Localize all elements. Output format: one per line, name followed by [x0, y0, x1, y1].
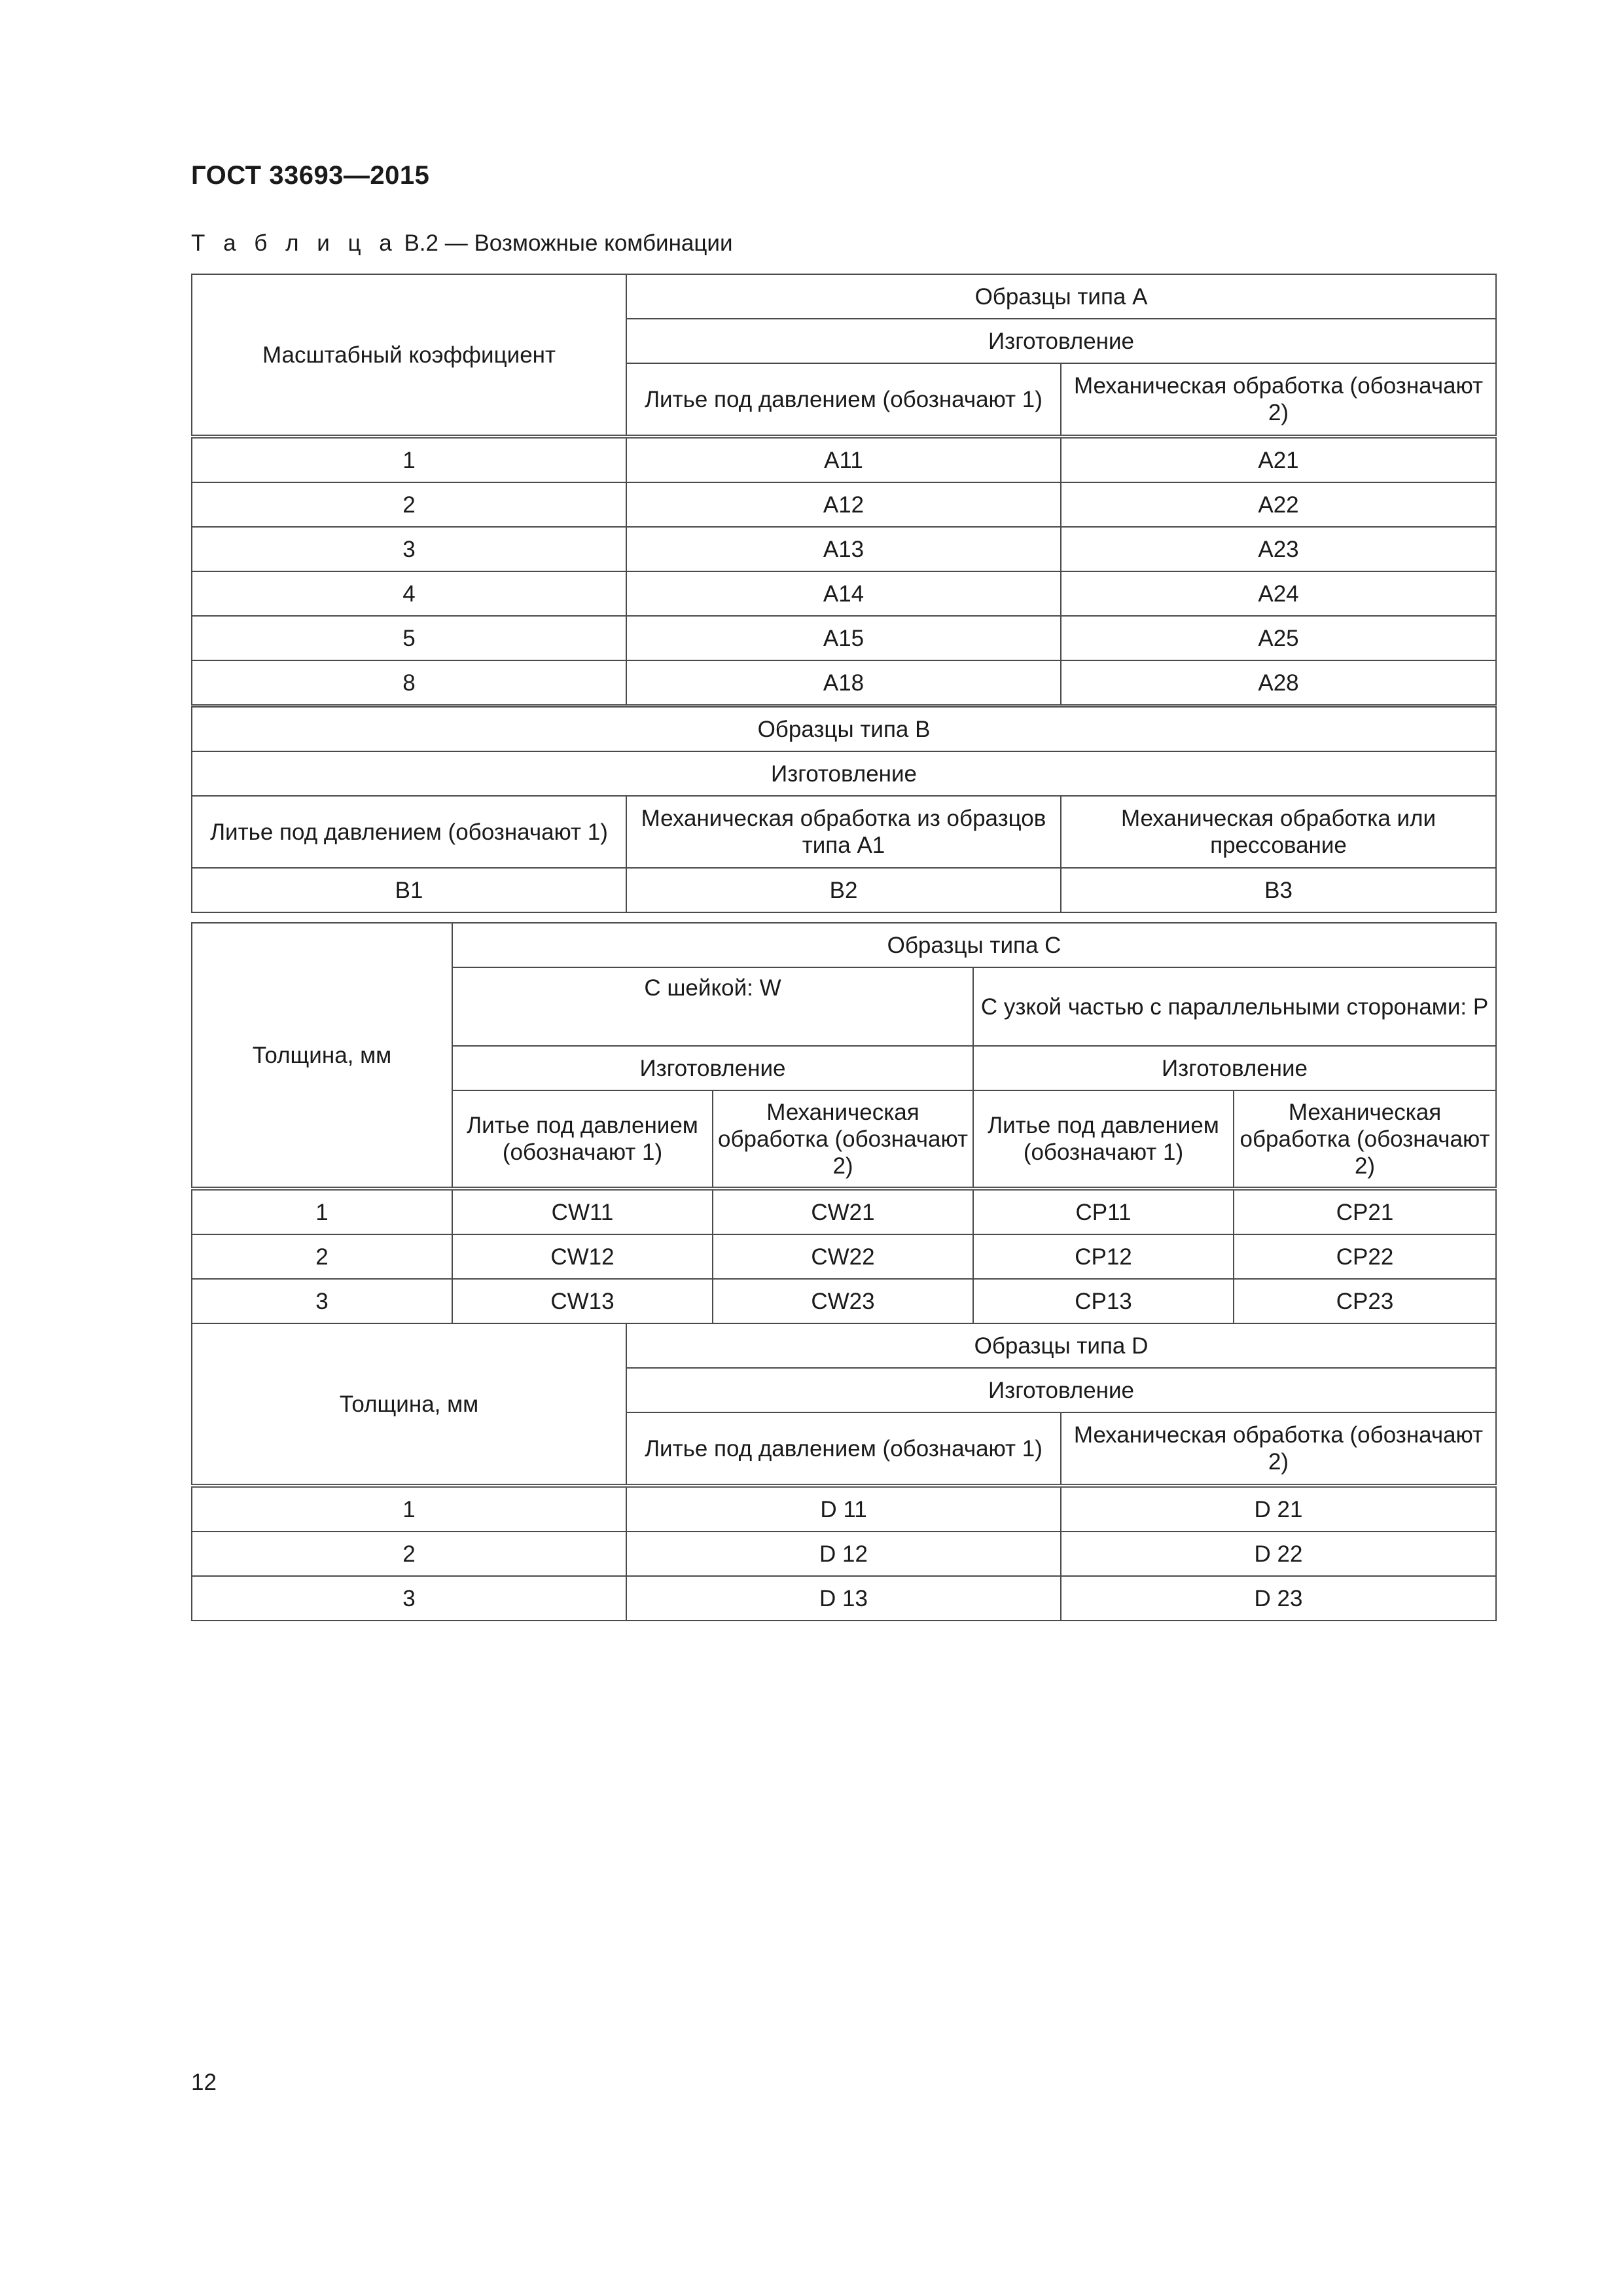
- table-cell: A12: [626, 482, 1061, 527]
- table-row: [192, 1486, 1496, 1532]
- table-cell: 1: [192, 437, 626, 482]
- table-cell: B1: [192, 868, 626, 912]
- table-caption-prefix: Т а б л и ц а: [191, 230, 398, 256]
- table-c-parallel-header: С узкой частью с параллельными сторонами: P: [973, 967, 1496, 1046]
- document-title: ГОСТ 33693—2015: [191, 161, 430, 190]
- table-d-manufacturing-header: Изготовление: [626, 1368, 1496, 1412]
- table-b-group-header: Образцы типа B: [192, 707, 1496, 751]
- table-a-header-row: [192, 274, 1496, 319]
- table-c-w-col-machining: Механическая обработка (обозначают 2): [713, 1090, 973, 1189]
- table-cell: CW21: [713, 1189, 973, 1234]
- table-a-row-header: Масштабный коэффициент: [192, 274, 626, 437]
- table-cell: D 12: [626, 1532, 1061, 1576]
- table-b-header-row: [192, 707, 1496, 751]
- table-cell: CW13: [452, 1279, 713, 1323]
- table-cell: 2: [192, 482, 626, 527]
- table-cell: A11: [626, 437, 1061, 482]
- table-cell: A24: [1061, 571, 1496, 616]
- table-cell: 4: [192, 571, 626, 616]
- table-row: [192, 527, 1496, 571]
- table-row: [192, 437, 1496, 482]
- table-cell: 8: [192, 660, 626, 705]
- table-b-col-machining-or-pressing: Механическая обработка или прессование: [1061, 796, 1496, 868]
- table-cell: 1: [192, 1486, 626, 1532]
- table-cell: CW11: [452, 1189, 713, 1234]
- table-b-subheader-row: [192, 751, 1496, 796]
- table-cell: CW22: [713, 1234, 973, 1279]
- table-cell: CP11: [973, 1189, 1234, 1234]
- table-cell: 5: [192, 616, 626, 660]
- table-c-row-header: Толщина, мм: [192, 923, 452, 1189]
- table-cell: CP21: [1234, 1189, 1496, 1234]
- table-b-column-header-row: [192, 796, 1496, 868]
- table-cell: 3: [192, 1279, 452, 1323]
- table-c-neck-header: С шейкой: W: [452, 967, 973, 1046]
- table-cell: 2: [192, 1234, 452, 1279]
- table-a-col-die-casting: Литье под давлением (обозначают 1): [626, 363, 1061, 437]
- table-cell: D 21: [1061, 1486, 1496, 1532]
- table-cell: A22: [1061, 482, 1496, 527]
- table-cell: 1: [192, 1189, 452, 1234]
- table-row: [192, 571, 1496, 616]
- table-cell: 3: [192, 1576, 626, 1621]
- table-a-manufacturing-header: Изготовление: [626, 319, 1496, 363]
- table-b-col-die-casting: Литье под давлением (обозначают 1): [192, 796, 626, 868]
- table-cell: D 23: [1061, 1576, 1496, 1621]
- table-row: [192, 1576, 1496, 1621]
- table-samples-type-a: [191, 274, 1497, 706]
- table-cell: D 11: [626, 1486, 1061, 1532]
- table-c-header-row: [192, 923, 1496, 967]
- table-cell: D 13: [626, 1576, 1061, 1621]
- table-row: [192, 482, 1496, 527]
- table-row: [192, 616, 1496, 660]
- page-number: 12: [191, 2070, 217, 2095]
- table-row: [192, 660, 1496, 705]
- table-samples-type-d: [191, 1323, 1497, 1621]
- table-d-col-die-casting: Литье под давлением (обозначают 1): [626, 1412, 1061, 1486]
- table-d-group-header: Образцы типа D: [626, 1323, 1496, 1368]
- table-d-header-row: [192, 1323, 1496, 1368]
- table-cell: 2: [192, 1532, 626, 1576]
- table-a-group-header: Образцы типа A: [626, 274, 1496, 319]
- table-cell: 3: [192, 527, 626, 571]
- table-cell: A14: [626, 571, 1061, 616]
- table-samples-type-c: [191, 922, 1497, 1324]
- table-c-p-col-die-casting: Литье под давлением (обозначают 1): [973, 1090, 1234, 1189]
- table-cell: CW12: [452, 1234, 713, 1279]
- table-a-col-machining: Механическая обработка (обозначают 2): [1061, 363, 1496, 437]
- table-cell: A15: [626, 616, 1061, 660]
- table-d-row-header: Толщина, мм: [192, 1323, 626, 1486]
- table-c-group-header: Образцы типа C: [452, 923, 1496, 967]
- table-cell: CP22: [1234, 1234, 1496, 1279]
- table-caption-text: В.2 — Возможные комбинации: [397, 230, 733, 256]
- table-cell: A28: [1061, 660, 1496, 705]
- table-c-p-col-machining: Механическая обработка (обозначают 2): [1234, 1090, 1496, 1189]
- table-cell: CP13: [973, 1279, 1234, 1323]
- table-c-manufacturing-p: Изготовление: [973, 1046, 1496, 1090]
- table-cell: CP23: [1234, 1279, 1496, 1323]
- table-cell: A21: [1061, 437, 1496, 482]
- table-row: [192, 1189, 1496, 1234]
- table-cell: B2: [626, 868, 1061, 912]
- table-cell: B3: [1061, 868, 1496, 912]
- table-b-col-machining-from-a1: Механическая обработка из образцов типа A1: [626, 796, 1061, 868]
- table-row: [192, 1234, 1496, 1279]
- table-d-col-machining: Механическая обработка (обозначают 2): [1061, 1412, 1496, 1486]
- table-cell: CW23: [713, 1279, 973, 1323]
- table-cell: A13: [626, 527, 1061, 571]
- table-c-manufacturing-w: Изготовление: [452, 1046, 973, 1090]
- table-row: [192, 1279, 1496, 1323]
- table-cell: A25: [1061, 616, 1496, 660]
- table-cell: A18: [626, 660, 1061, 705]
- table-b-manufacturing-header: Изготовление: [192, 751, 1496, 796]
- table-samples-type-b: [191, 706, 1497, 913]
- table-row: [192, 1532, 1496, 1576]
- table-c-w-col-die-casting: Литье под давлением (обозначают 1): [452, 1090, 713, 1189]
- table-cell: A23: [1061, 527, 1496, 571]
- table-caption: [191, 230, 733, 257]
- table-cell: CP12: [973, 1234, 1234, 1279]
- table-cell: D 22: [1061, 1532, 1496, 1576]
- table-row: [192, 868, 1496, 912]
